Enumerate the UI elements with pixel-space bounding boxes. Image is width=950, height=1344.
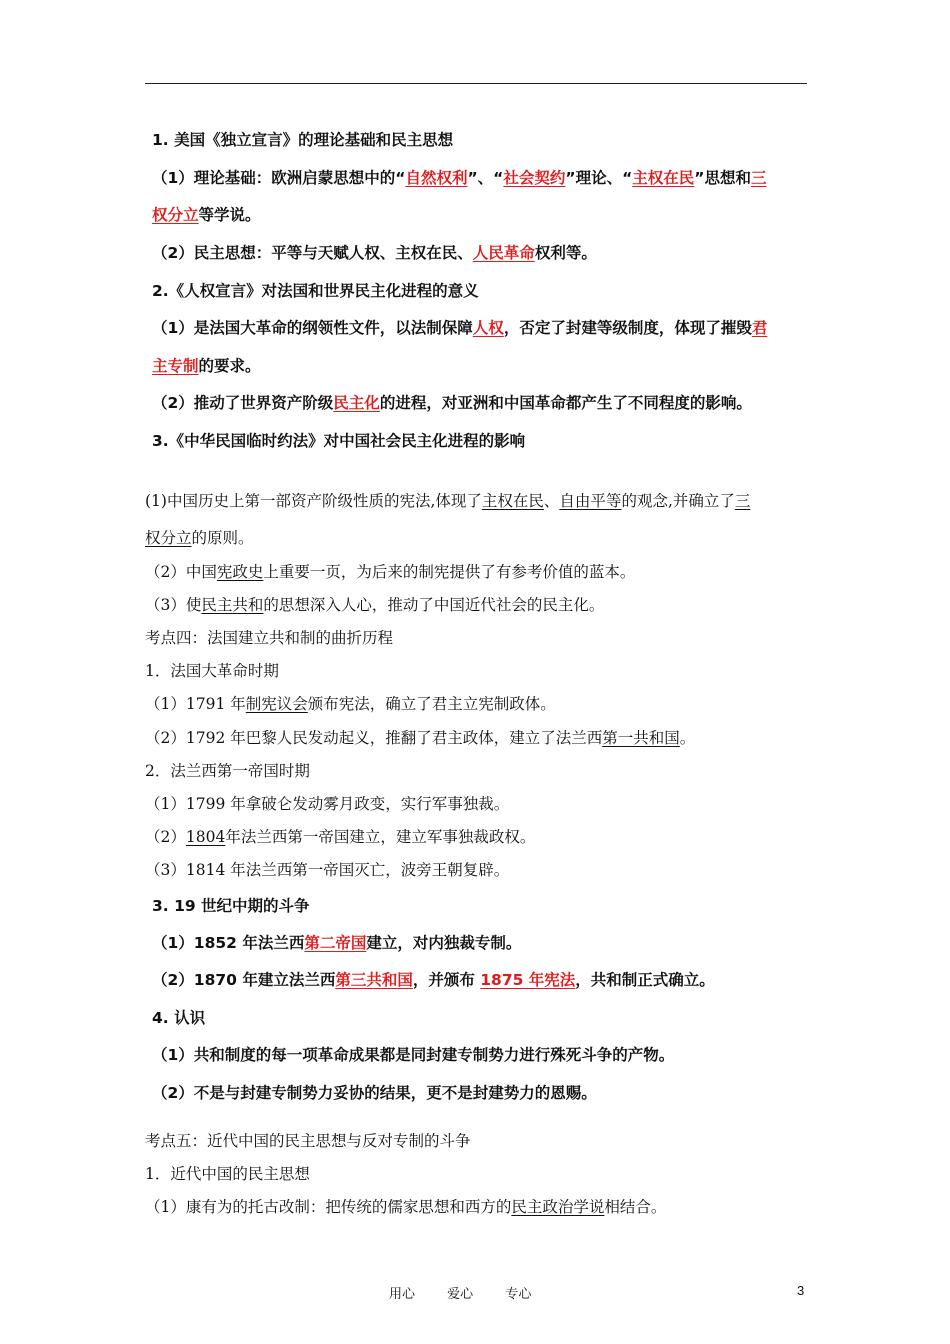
highlighted-term: 主权在民 [632,169,695,187]
text-segment: (1)中国历史上第一部资产阶级性质的宪法,体现了 [145,492,482,510]
highlighted-term: 三 [734,492,751,510]
text-line [152,1081,597,1103]
text-segment: （3）使 [145,596,202,614]
text-segment: 建立，对内独裁专制。 [366,934,522,952]
text-line [152,1006,205,1028]
text-line [152,128,453,150]
highlighted-term: 主专制 [152,357,199,375]
highlighted-term: 人权 [472,319,504,337]
text-segment: （2）1792 年巴黎人民发动起义，推翻了君主政体，建立了法兰西 [145,729,603,747]
text-segment: ”、“ [467,169,504,187]
text-segment: 。 [679,729,696,747]
highlighted-term: 制宪议会 [245,695,308,713]
text-segment: （1）1799 年拿破仑发动雾月政变，实行军事独裁。 [145,795,510,813]
highlighted-term: 第三共和国 [335,971,413,989]
highlighted-term: 自然权利 [405,169,468,187]
text-segment: （2）1870 年建立法兰西 [152,971,336,989]
text-line [145,626,393,648]
highlighted-term: 1875 年宪法 [480,971,576,989]
highlighted-term: 第一共和国 [602,729,680,747]
text-segment: 上重要一页，为后来的制宪提供了有参考价值的蓝本。 [263,563,636,581]
text-segment: 1．近代中国的民主思想 [145,1165,310,1183]
footer-item: 用心 [389,1287,416,1302]
text-line [145,560,635,582]
text-segment: 、 [543,492,560,510]
highlighted-term: 民主政治学说 [511,1198,605,1216]
text-segment: ，并颁布 [412,971,481,989]
text-segment: 的观念,并确立了 [621,492,735,510]
text-line [152,894,310,916]
text-segment: ”思想和 [694,169,751,187]
text-line [152,279,479,301]
footer-item: 爱心 [447,1287,474,1302]
footer-item: 专心 [505,1287,532,1302]
text-segment: 年法兰西第一帝国建立，建立军事独裁政权。 [225,828,536,846]
text-segment: 的原则。 [191,529,254,547]
text-line [152,968,715,990]
highlighted-term: 权分立 [145,529,192,547]
text-line [145,659,279,681]
text-segment: ，否定了封建等级制度，体现了摧毁 [503,319,752,337]
page-footer [389,1283,559,1302]
text-segment: 的思想深入人心，推动了中国近代社会的民主化。 [263,596,605,614]
text-line [145,1129,471,1151]
text-line [152,316,767,338]
header-rule [145,83,807,84]
text-segment: （1）共和制度的每一项革命成果都是同封建专制势力进行殊死斗争的产物。 [152,1046,675,1064]
text-line [145,858,509,880]
text-segment: 4. 认识 [152,1009,206,1027]
highlighted-term: 民主共和 [201,596,264,614]
text-line [145,759,310,781]
text-segment: （2）不是与封建专制势力妥协的结果，更不是封建势力的恩赐。 [152,1084,597,1102]
text-line [145,726,695,748]
text-line [152,354,261,376]
text-line [145,1162,310,1184]
text-segment: 1. 美国《独立宣言》的理论基础和民主思想 [152,131,454,149]
text-segment: 考点五：近代中国的民主思想与反对专制的斗争 [145,1132,471,1150]
highlighted-term: 君 [751,319,768,337]
text-line [145,825,535,847]
text-segment: 2．法兰西第一帝国时期 [145,762,310,780]
highlighted-term: 人民革命 [472,244,535,262]
text-line [152,241,597,263]
text-line [152,391,752,413]
text-segment: （2）民主思想：平等与天赋人权、主权在民、 [152,244,473,262]
text-segment: 3.《中华民国临时约法》对中国社会民主化进程的影响 [152,432,526,450]
text-segment: ”理论、“ [565,169,633,187]
text-segment: 相结合。 [604,1198,667,1216]
text-line [145,792,509,814]
text-segment: （1）1852 年法兰西 [152,934,305,952]
highlighted-term: 主权在民 [481,492,544,510]
highlighted-term: 民主化 [333,394,380,412]
text-segment: 2.《人权宣言》对法国和世界民主化进程的意义 [152,282,479,300]
text-segment: 权利等。 [534,244,597,262]
text-segment: （1）康有为的托古改制：把传统的儒家思想和西方的 [145,1198,512,1216]
highlighted-term: 自由平等 [559,492,622,510]
page-number: 3 [797,1283,805,1298]
text-line [152,166,766,188]
text-line [152,931,521,953]
text-segment: （1）理论基础：欧洲启蒙思想中的“ [152,169,406,187]
text-segment: 1．法国大革命时期 [145,662,279,680]
text-segment: （2）推动了世界资产阶级 [152,394,334,412]
text-segment: 考点四：法国建立共和制的曲折历程 [145,629,394,647]
text-segment: 3. 19 世纪中期的斗争 [152,897,310,915]
text-segment: 颁布宪法，确立了君主立宪制政体。 [307,695,556,713]
text-line [145,489,750,511]
highlighted-term: 三 [750,169,767,187]
text-line [145,692,556,714]
highlighted-term: 社会契约 [503,169,566,187]
text-line [145,1195,666,1217]
highlighted-term: 1804 [185,828,226,846]
text-segment: （2）中国 [145,563,217,581]
text-segment: 等学说。 [198,206,261,224]
text-line [145,593,604,615]
highlighted-term: 第二帝国 [304,934,367,952]
text-line [152,203,261,225]
text-line [152,1043,674,1065]
text-segment: （1）是法国大革命的纲领性文件，以法制保障 [152,319,473,337]
text-segment: （1）1791 年 [145,695,246,713]
highlighted-term: 权分立 [152,206,199,224]
text-segment: （2） [145,828,186,846]
text-line [145,526,254,548]
text-segment: ，共和制正式确立。 [575,971,715,989]
text-segment: （3）1814 年法兰西第一帝国灭亡，波旁王朝复辟。 [145,861,510,879]
highlighted-term: 宪政史 [216,563,264,581]
text-segment: 的要求。 [198,357,261,375]
text-segment: 的进程，对亚洲和中国革命都产生了不同程度的影响。 [379,394,752,412]
text-line [152,429,525,451]
